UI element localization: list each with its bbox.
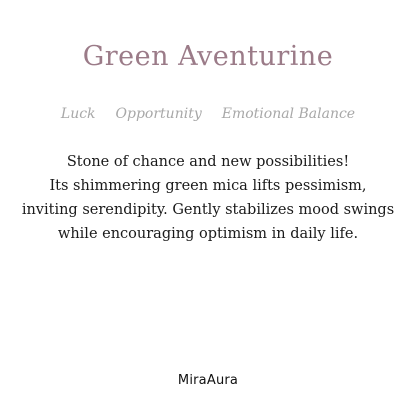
brand-logo: MiraAura bbox=[177, 373, 239, 388]
stone-title: Green Aventurine bbox=[82, 41, 334, 72]
keyword-luck: Luck bbox=[60, 106, 96, 122]
keyword-emotional-balance: Emotional Balance bbox=[221, 106, 356, 122]
keyword-opportunity: Opportunity bbox=[115, 106, 202, 122]
stone-description bbox=[20, 150, 396, 246]
description-line-3: inviting serendipity. Gently stabilizes mood swings bbox=[21, 202, 395, 218]
keyword-list bbox=[0, 104, 416, 124]
description-line-2: Its shimmering green mica lifts pessimism, bbox=[49, 178, 367, 194]
description-line-4: while encouraging optimism in daily life. bbox=[57, 226, 359, 242]
description-line-1: Stone of chance and new possibilities! bbox=[66, 154, 350, 170]
